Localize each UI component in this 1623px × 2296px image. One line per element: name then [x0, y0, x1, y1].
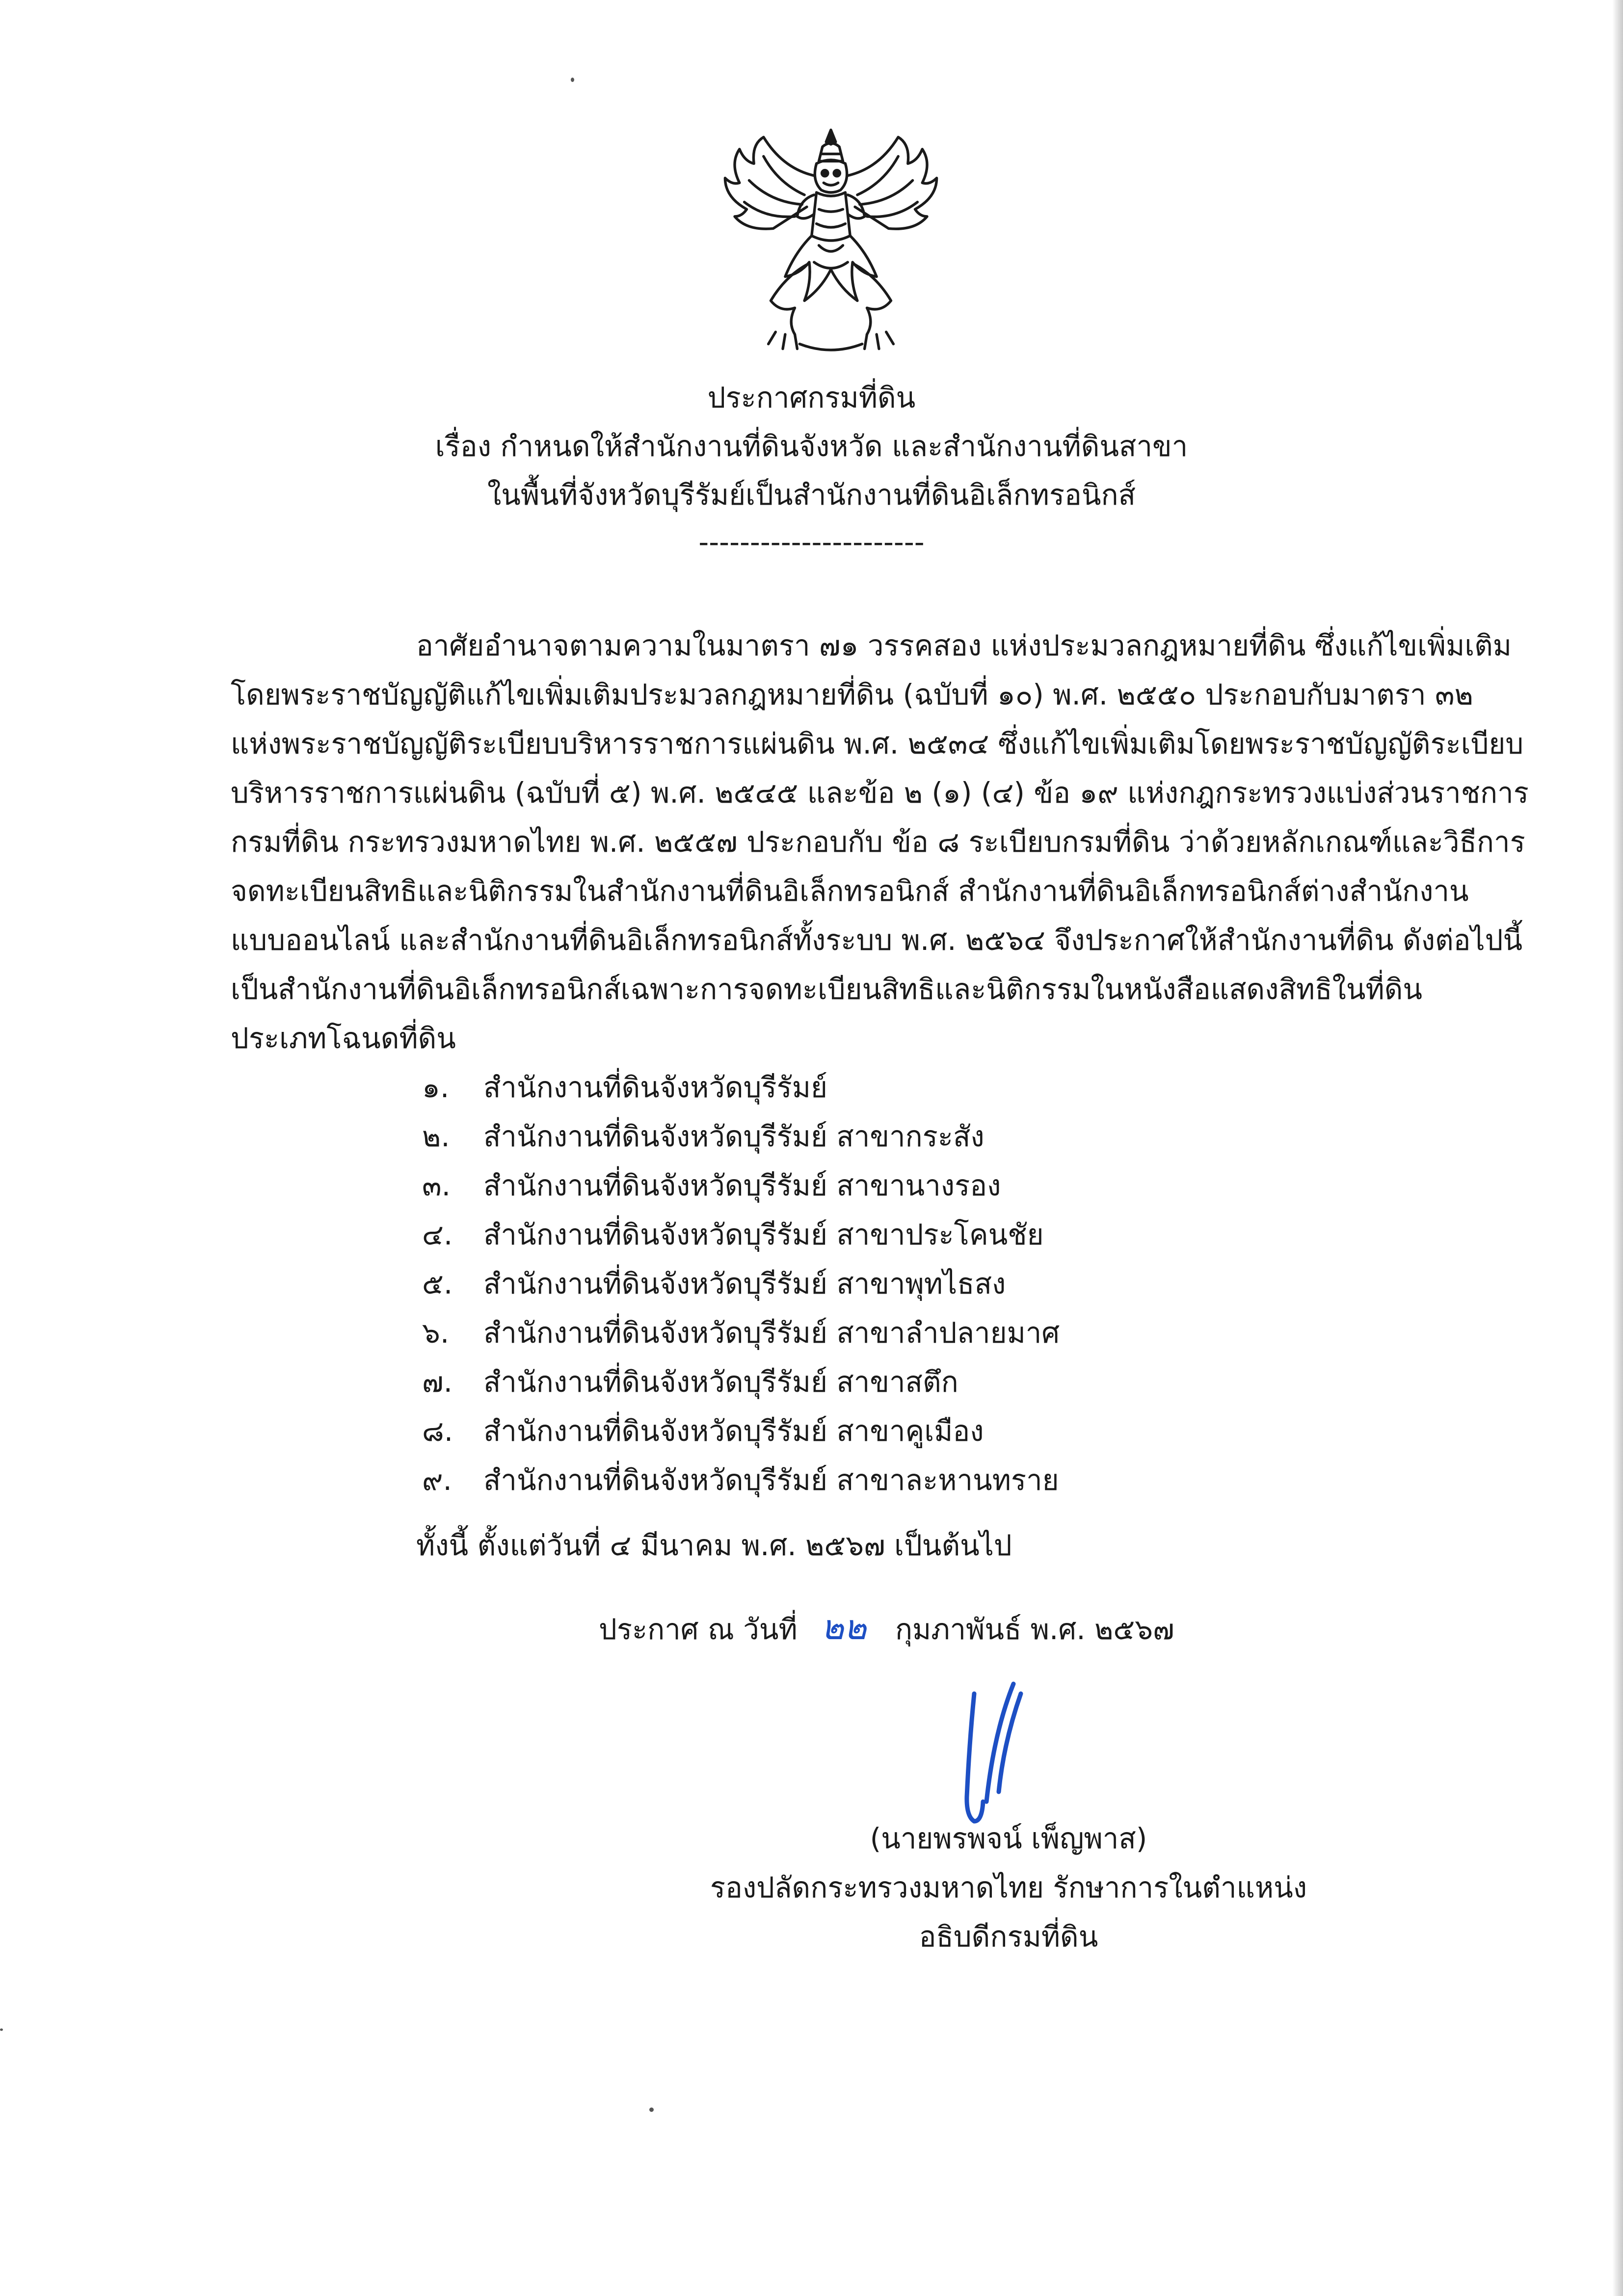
signatory-position-1: รองปลัดกระทรวงมหาดไทย รักษาการในตำแหน่ง — [710, 1871, 1307, 1904]
signatory-position-2: อธิบดีกรมที่ดิน — [919, 1920, 1098, 1953]
scan-speck — [649, 2107, 654, 2112]
list-item-number: ๔. — [422, 1218, 453, 1251]
list-item — [0, 1259, 1623, 1308]
signatory-name: (นายพรพจน์ เพ็ญพาส) — [870, 1822, 1147, 1855]
list-item-text: สำนักงานที่ดินจังหวัดบุรีรัมย์ สาขาประโคนชัย — [483, 1218, 1044, 1251]
list-item — [0, 1063, 1623, 1112]
list-item-number: ๑. — [422, 1071, 450, 1104]
date-prefix: ประกาศ ณ วันที่ — [599, 1613, 798, 1646]
subject-line-1: เรื่อง กำหนดให้สำนักงานที่ดินจังหวัด และสำนักงานที่ดินสาขา — [435, 430, 1188, 463]
subject-line-2: ในพื้นที่จังหวัดบุรีรัมย์เป็นสำนักงานที่ดินอิเล็กทรอนิกส์ — [487, 478, 1136, 512]
list-item — [0, 1357, 1623, 1406]
handwritten-day: ๒๒ — [821, 1607, 867, 1648]
list-item-text: สำนักงานที่ดินจังหวัดบุรีรัมย์ สาขาสตึก — [483, 1365, 958, 1399]
scan-speck — [571, 78, 574, 82]
body-line-3: แห่งพระราชบัญญัติระเบียบบริหารราชการแผ่นดิน พ.ศ. ๒๕๓๔ ซึ่งแก้ไขเพิ่มเติมโดยพระราชบัญญัติระเบียบ — [231, 727, 1524, 760]
document-title: ประกาศกรมที่ดิน — [707, 381, 916, 414]
list-item — [0, 1161, 1623, 1210]
list-item — [0, 1456, 1623, 1505]
date-suffix: กุมภาพันธ์ พ.ศ. ๒๕๖๗ — [895, 1613, 1174, 1646]
list-item-number: ๗. — [422, 1365, 453, 1399]
list-item-number: ๖. — [422, 1316, 450, 1350]
header-divider: ---------------------- — [698, 525, 925, 559]
list-item-number: ๒. — [422, 1120, 450, 1153]
list-item-text: สำนักงานที่ดินจังหวัดบุรีรัมย์ สาขาลำปลายมาศ — [483, 1316, 1060, 1350]
list-item-number: ๘. — [422, 1414, 453, 1448]
body-line-4: บริหารราชการแผ่นดิน (ฉบับที่ ๕) พ.ศ. ๒๕๔๕ และข้อ ๒ (๑) (๔) ข้อ ๑๙ แห่งกฎกระทรวงแบ่งส่วนราชการ — [231, 776, 1529, 810]
list-item-text: สำนักงานที่ดินจังหวัดบุรีรัมย์ สาขาพุทไธสง — [483, 1267, 1006, 1300]
list-item — [0, 1210, 1623, 1259]
body-line-6: จดทะเบียนสิทธิและนิติกรรมในสำนักงานที่ดินอิเล็กทรอนิกส์ สำนักงานที่ดินอิเล็กทรอนิกส์ต่างสำนักงาน — [231, 874, 1469, 908]
body-line-2: โดยพระราชบัญญัติแก้ไขเพิ่มเติมประมวลกฎหมายที่ดิน (ฉบับที่ ๑๐) พ.ศ. ๒๕๕๐ ประกอบกับมาตรา ๓๒ — [231, 678, 1473, 711]
list-item-text: สำนักงานที่ดินจังหวัดบุรีรัมย์ สาขาคูเมือง — [483, 1414, 984, 1448]
list-item-text: สำนักงานที่ดินจังหวัดบุรีรัมย์ สาขานางรอง — [483, 1169, 1001, 1202]
list-item-text: สำนักงานที่ดินจังหวัดบุรีรัมย์ — [483, 1071, 827, 1104]
list-item-number: ๙. — [422, 1463, 452, 1497]
announcement-date-line — [599, 1603, 1174, 1652]
body-line-1: อาศัยอำนาจตามความในมาตรา ๗๑ วรรคสอง แห่งประมวลกฎหมายที่ดิน ซึ่งแก้ไขเพิ่มเติม — [416, 629, 1512, 662]
list-item-number: ๓. — [422, 1169, 451, 1202]
list-item-text: สำนักงานที่ดินจังหวัดบุรีรัมย์ สาขาละหานทราย — [483, 1463, 1059, 1497]
body-line-9: ประเภทโฉนดที่ดิน — [231, 1022, 456, 1055]
list-item-text: สำนักงานที่ดินจังหวัดบุรีรัมย์ สาขากระสัง — [483, 1120, 984, 1153]
list-item — [0, 1406, 1623, 1456]
list-item — [0, 1112, 1623, 1161]
list-item — [0, 1308, 1623, 1357]
handwritten-signature — [940, 1674, 1048, 1836]
body-line-5: กรมที่ดิน กระทรวงมหาดไทย พ.ศ. ๒๕๕๗ ประกอบกับ ข้อ ๘ ระเบียบกรมที่ดิน ว่าด้วยหลักเกณฑ์และวิธีการ — [231, 825, 1525, 859]
list-item-number: ๕. — [422, 1267, 453, 1300]
body-line-7: แบบออนไลน์ และสำนักงานที่ดินอิเล็กทรอนิกส์ทั้งระบบ พ.ศ. ๒๕๖๔ จึงประกาศให้สำนักงานที่ดิน ดังต่อไปนี้ — [231, 923, 1523, 957]
garuda-emblem-icon — [711, 120, 951, 361]
body-line-8: เป็นสำนักงานที่ดินอิเล็กทรอนิกส์เฉพาะการจดทะเบียนสิทธิและนิติกรรมในหนังสือแสดงสิทธิในที่ดิน — [231, 972, 1423, 1006]
scan-speck — [0, 2028, 3, 2031]
effective-date-line: ทั้งนี้ ตั้งแต่วันที่ ๔ มีนาคม พ.ศ. ๒๕๖๗ เป็นต้นไป — [416, 1529, 1012, 1562]
